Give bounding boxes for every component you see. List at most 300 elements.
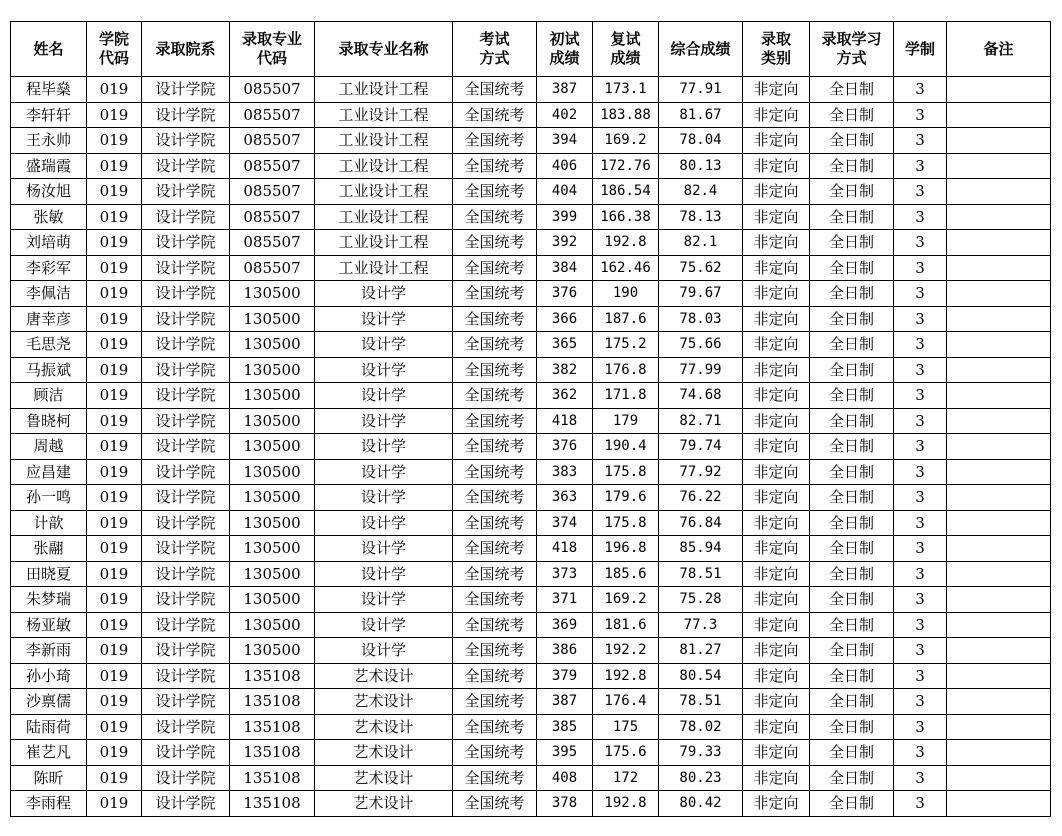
cell-total-score: 77.3	[659, 612, 743, 638]
cell-admission-category: 非定向	[743, 255, 810, 281]
cell-study-mode: 全日制	[810, 128, 894, 154]
cell-major-code: 085507	[230, 153, 315, 179]
col-header-major-name	[315, 22, 453, 77]
cell-name: 李轩轩	[11, 102, 87, 128]
cell-remarks	[947, 638, 1051, 664]
cell-study-mode: 全日制	[810, 714, 894, 740]
cell-total-score: 81.67	[659, 102, 743, 128]
cell-retest-score: 175.8	[593, 459, 659, 485]
cell-duration: 3	[894, 714, 947, 740]
cell-name: 田晓夏	[11, 561, 87, 587]
cell-study-mode: 全日制	[810, 204, 894, 230]
cell-major-code: 130500	[230, 485, 315, 511]
cell-retest-score: 187.6	[593, 306, 659, 332]
table-row	[11, 408, 1051, 434]
cell-name: 朱梦瑞	[11, 587, 87, 613]
cell-major-code: 130500	[230, 408, 315, 434]
cell-retest-score: 181.6	[593, 612, 659, 638]
cell-major-code: 085507	[230, 128, 315, 154]
cell-college-code: 019	[87, 485, 142, 511]
cell-total-score: 78.51	[659, 561, 743, 587]
cell-study-mode: 全日制	[810, 612, 894, 638]
cell-name: 王永帅	[11, 128, 87, 154]
cell-duration: 3	[894, 128, 947, 154]
table-row	[11, 204, 1051, 230]
cell-major-name: 设计学	[315, 638, 453, 664]
cell-duration: 3	[894, 383, 947, 409]
cell-initial-score: 404	[537, 179, 593, 205]
cell-major-name: 设计学	[315, 536, 453, 562]
cell-initial-score: 384	[537, 255, 593, 281]
cell-study-mode: 全日制	[810, 485, 894, 511]
cell-department: 设计学院	[142, 714, 230, 740]
cell-retest-score: 192.8	[593, 230, 659, 256]
cell-admission-category: 非定向	[743, 332, 810, 358]
cell-major-name: 设计学	[315, 408, 453, 434]
cell-major-name: 设计学	[315, 332, 453, 358]
cell-department: 设计学院	[142, 459, 230, 485]
cell-study-mode: 全日制	[810, 791, 894, 817]
cell-major-name: 工业设计工程	[315, 77, 453, 103]
cell-duration: 3	[894, 765, 947, 791]
cell-major-code: 135108	[230, 689, 315, 715]
cell-remarks	[947, 357, 1051, 383]
cell-admission-category: 非定向	[743, 281, 810, 307]
cell-department: 设计学院	[142, 791, 230, 817]
cell-exam-type: 全国统考	[453, 179, 537, 205]
cell-total-score: 77.99	[659, 357, 743, 383]
table-row	[11, 485, 1051, 511]
cell-major-name: 设计学	[315, 587, 453, 613]
cell-total-score: 78.51	[659, 689, 743, 715]
cell-retest-score: 171.8	[593, 383, 659, 409]
cell-retest-score: 192.8	[593, 663, 659, 689]
cell-initial-score: 383	[537, 459, 593, 485]
cell-college-code: 019	[87, 587, 142, 613]
table-row	[11, 791, 1051, 817]
cell-admission-category: 非定向	[743, 306, 810, 332]
cell-major-name: 工业设计工程	[315, 102, 453, 128]
table-row	[11, 128, 1051, 154]
cell-remarks	[947, 281, 1051, 307]
cell-admission-category: 非定向	[743, 536, 810, 562]
cell-name: 程毕燊	[11, 77, 87, 103]
table-row	[11, 383, 1051, 409]
cell-study-mode: 全日制	[810, 536, 894, 562]
cell-name: 李雨程	[11, 791, 87, 817]
header-label: 代码	[256, 49, 287, 67]
table-row	[11, 255, 1051, 281]
cell-department: 设计学院	[142, 255, 230, 281]
cell-retest-score: 196.8	[593, 536, 659, 562]
header-label: 方式	[836, 49, 867, 67]
cell-initial-score: 402	[537, 102, 593, 128]
cell-duration: 3	[894, 791, 947, 817]
cell-study-mode: 全日制	[810, 408, 894, 434]
cell-name: 刘培萌	[11, 230, 87, 256]
cell-retest-score: 173.1	[593, 77, 659, 103]
cell-retest-score: 192.8	[593, 791, 659, 817]
cell-study-mode: 全日制	[810, 587, 894, 613]
cell-admission-category: 非定向	[743, 740, 810, 766]
cell-exam-type: 全国统考	[453, 536, 537, 562]
cell-major-code: 130500	[230, 434, 315, 460]
cell-study-mode: 全日制	[810, 255, 894, 281]
cell-study-mode: 全日制	[810, 153, 894, 179]
table-row	[11, 689, 1051, 715]
cell-name: 应昌建	[11, 459, 87, 485]
cell-initial-score: 376	[537, 434, 593, 460]
cell-duration: 3	[894, 587, 947, 613]
cell-department: 设计学院	[142, 765, 230, 791]
cell-total-score: 79.67	[659, 281, 743, 307]
cell-retest-score: 190	[593, 281, 659, 307]
cell-department: 设计学院	[142, 612, 230, 638]
header-label: 成绩	[549, 49, 580, 67]
cell-remarks	[947, 230, 1051, 256]
cell-department: 设计学院	[142, 561, 230, 587]
cell-college-code: 019	[87, 638, 142, 664]
cell-total-score: 82.1	[659, 230, 743, 256]
cell-admission-category: 非定向	[743, 408, 810, 434]
cell-major-code: 135108	[230, 791, 315, 817]
cell-total-score: 77.91	[659, 77, 743, 103]
header-label: 考试	[479, 30, 510, 48]
cell-remarks	[947, 179, 1051, 205]
header-label: 类别	[760, 49, 791, 67]
table-row	[11, 179, 1051, 205]
table-row	[11, 459, 1051, 485]
cell-major-code: 130500	[230, 459, 315, 485]
header-label: 学制	[904, 39, 935, 58]
cell-major-code: 130500	[230, 612, 315, 638]
col-header-exam-type	[453, 22, 537, 77]
cell-retest-score: 169.2	[593, 587, 659, 613]
cell-duration: 3	[894, 561, 947, 587]
cell-admission-category: 非定向	[743, 459, 810, 485]
cell-name: 李新雨	[11, 638, 87, 664]
cell-total-score: 78.13	[659, 204, 743, 230]
cell-duration: 3	[894, 434, 947, 460]
cell-remarks	[947, 612, 1051, 638]
cell-major-code: 130500	[230, 281, 315, 307]
cell-duration: 3	[894, 230, 947, 256]
cell-department: 设计学院	[142, 536, 230, 562]
cell-major-name: 工业设计工程	[315, 179, 453, 205]
cell-college-code: 019	[87, 230, 142, 256]
cell-department: 设计学院	[142, 77, 230, 103]
cell-admission-category: 非定向	[743, 587, 810, 613]
cell-admission-category: 非定向	[743, 434, 810, 460]
cell-study-mode: 全日制	[810, 459, 894, 485]
cell-exam-type: 全国统考	[453, 408, 537, 434]
cell-name: 崔艺凡	[11, 740, 87, 766]
cell-department: 设计学院	[142, 510, 230, 536]
cell-remarks	[947, 77, 1051, 103]
cell-retest-score: 175.6	[593, 740, 659, 766]
col-header-department	[142, 22, 230, 77]
cell-admission-category: 非定向	[743, 485, 810, 511]
cell-major-code: 130500	[230, 510, 315, 536]
cell-college-code: 019	[87, 765, 142, 791]
cell-duration: 3	[894, 255, 947, 281]
cell-study-mode: 全日制	[810, 561, 894, 587]
cell-duration: 3	[894, 663, 947, 689]
cell-exam-type: 全国统考	[453, 638, 537, 664]
header-label: 综合成绩	[670, 39, 731, 58]
cell-college-code: 019	[87, 714, 142, 740]
cell-exam-type: 全国统考	[453, 306, 537, 332]
cell-exam-type: 全国统考	[453, 434, 537, 460]
cell-study-mode: 全日制	[810, 434, 894, 460]
cell-department: 设计学院	[142, 485, 230, 511]
table-row	[11, 765, 1051, 791]
cell-exam-type: 全国统考	[453, 587, 537, 613]
cell-study-mode: 全日制	[810, 383, 894, 409]
cell-exam-type: 全国统考	[453, 357, 537, 383]
cell-name: 马振斌	[11, 357, 87, 383]
cell-department: 设计学院	[142, 383, 230, 409]
cell-remarks	[947, 791, 1051, 817]
cell-remarks	[947, 204, 1051, 230]
col-header-name	[11, 22, 87, 77]
col-header-remarks	[947, 22, 1051, 77]
cell-admission-category: 非定向	[743, 510, 810, 536]
cell-duration: 3	[894, 102, 947, 128]
cell-major-name: 艺术设计	[315, 765, 453, 791]
cell-major-name: 设计学	[315, 357, 453, 383]
table-row	[11, 714, 1051, 740]
col-header-major-code	[230, 22, 315, 77]
cell-admission-category: 非定向	[743, 179, 810, 205]
table-row	[11, 587, 1051, 613]
cell-retest-score: 176.8	[593, 357, 659, 383]
cell-study-mode: 全日制	[810, 332, 894, 358]
cell-admission-category: 非定向	[743, 102, 810, 128]
cell-total-score: 75.28	[659, 587, 743, 613]
cell-exam-type: 全国统考	[453, 510, 537, 536]
cell-initial-score: 362	[537, 383, 593, 409]
table-row	[11, 663, 1051, 689]
cell-remarks	[947, 587, 1051, 613]
cell-major-name: 设计学	[315, 510, 453, 536]
cell-exam-type: 全国统考	[453, 383, 537, 409]
cell-exam-type: 全国统考	[453, 561, 537, 587]
cell-name: 张翮	[11, 536, 87, 562]
cell-name: 李佩洁	[11, 281, 87, 307]
cell-name: 唐幸彦	[11, 306, 87, 332]
cell-college-code: 019	[87, 740, 142, 766]
cell-exam-type: 全国统考	[453, 765, 537, 791]
cell-department: 设计学院	[142, 434, 230, 460]
cell-remarks	[947, 255, 1051, 281]
cell-college-code: 019	[87, 179, 142, 205]
cell-exam-type: 全国统考	[453, 153, 537, 179]
cell-retest-score: 190.4	[593, 434, 659, 460]
cell-exam-type: 全国统考	[453, 230, 537, 256]
cell-initial-score: 378	[537, 791, 593, 817]
cell-total-score: 78.03	[659, 306, 743, 332]
cell-major-code: 130500	[230, 383, 315, 409]
cell-total-score: 78.04	[659, 128, 743, 154]
cell-total-score: 81.27	[659, 638, 743, 664]
cell-initial-score: 418	[537, 408, 593, 434]
cell-exam-type: 全国统考	[453, 714, 537, 740]
cell-duration: 3	[894, 638, 947, 664]
cell-department: 设计学院	[142, 587, 230, 613]
cell-remarks	[947, 459, 1051, 485]
table-row	[11, 357, 1051, 383]
cell-initial-score: 395	[537, 740, 593, 766]
cell-college-code: 019	[87, 689, 142, 715]
cell-remarks	[947, 485, 1051, 511]
cell-admission-category: 非定向	[743, 714, 810, 740]
cell-initial-score: 376	[537, 281, 593, 307]
cell-college-code: 019	[87, 153, 142, 179]
cell-retest-score: 186.54	[593, 179, 659, 205]
cell-remarks	[947, 383, 1051, 409]
cell-admission-category: 非定向	[743, 383, 810, 409]
cell-college-code: 019	[87, 128, 142, 154]
cell-admission-category: 非定向	[743, 765, 810, 791]
cell-major-code: 130500	[230, 536, 315, 562]
table-row	[11, 536, 1051, 562]
cell-retest-score: 179.6	[593, 485, 659, 511]
cell-major-code: 130500	[230, 306, 315, 332]
cell-exam-type: 全国统考	[453, 663, 537, 689]
cell-major-name: 艺术设计	[315, 663, 453, 689]
cell-retest-score: 175.2	[593, 332, 659, 358]
cell-department: 设计学院	[142, 128, 230, 154]
cell-major-code: 130500	[230, 332, 315, 358]
cell-name: 杨汝旭	[11, 179, 87, 205]
cell-admission-category: 非定向	[743, 128, 810, 154]
cell-initial-score: 386	[537, 638, 593, 664]
cell-major-name: 设计学	[315, 383, 453, 409]
cell-study-mode: 全日制	[810, 230, 894, 256]
cell-initial-score: 374	[537, 510, 593, 536]
table-body	[11, 77, 1051, 817]
cell-remarks	[947, 510, 1051, 536]
cell-name: 计歆	[11, 510, 87, 536]
header-label: 代码	[98, 49, 129, 67]
cell-department: 设计学院	[142, 663, 230, 689]
cell-remarks	[947, 740, 1051, 766]
col-header-duration	[894, 22, 947, 77]
cell-duration: 3	[894, 357, 947, 383]
cell-college-code: 019	[87, 255, 142, 281]
cell-department: 设计学院	[142, 102, 230, 128]
table-row	[11, 510, 1051, 536]
cell-initial-score: 369	[537, 612, 593, 638]
table-row	[11, 740, 1051, 766]
cell-duration: 3	[894, 612, 947, 638]
cell-study-mode: 全日制	[810, 357, 894, 383]
cell-major-code: 130500	[230, 638, 315, 664]
cell-duration: 3	[894, 332, 947, 358]
cell-major-name: 艺术设计	[315, 791, 453, 817]
cell-total-score: 75.66	[659, 332, 743, 358]
header-label: 录取学习	[821, 30, 882, 48]
cell-major-code: 085507	[230, 77, 315, 103]
cell-total-score: 80.54	[659, 663, 743, 689]
cell-department: 设计学院	[142, 153, 230, 179]
table-row	[11, 306, 1051, 332]
cell-major-code: 135108	[230, 714, 315, 740]
table-row	[11, 230, 1051, 256]
cell-major-name: 设计学	[315, 434, 453, 460]
cell-major-name: 设计学	[315, 612, 453, 638]
cell-study-mode: 全日制	[810, 102, 894, 128]
cell-study-mode: 全日制	[810, 510, 894, 536]
table-row	[11, 281, 1051, 307]
cell-total-score: 82.4	[659, 179, 743, 205]
cell-name: 张敏	[11, 204, 87, 230]
cell-exam-type: 全国统考	[453, 791, 537, 817]
cell-major-code: 085507	[230, 102, 315, 128]
cell-retest-score: 172.76	[593, 153, 659, 179]
cell-total-score: 82.71	[659, 408, 743, 434]
cell-major-code: 130500	[230, 561, 315, 587]
cell-duration: 3	[894, 689, 947, 715]
cell-major-name: 设计学	[315, 281, 453, 307]
cell-admission-category: 非定向	[743, 77, 810, 103]
table-row	[11, 612, 1051, 638]
cell-name: 沙禀儒	[11, 689, 87, 715]
cell-major-name: 工业设计工程	[315, 255, 453, 281]
header-label: 学院	[98, 30, 129, 48]
cell-exam-type: 全国统考	[453, 332, 537, 358]
cell-department: 设计学院	[142, 689, 230, 715]
cell-department: 设计学院	[142, 306, 230, 332]
cell-exam-type: 全国统考	[453, 281, 537, 307]
cell-initial-score: 406	[537, 153, 593, 179]
header-label: 录取	[760, 30, 791, 48]
cell-department: 设计学院	[142, 179, 230, 205]
header-label: 录取专业名称	[338, 39, 429, 58]
cell-retest-score: 183.88	[593, 102, 659, 128]
cell-remarks	[947, 434, 1051, 460]
header-label: 姓名	[33, 39, 64, 58]
cell-major-name: 设计学	[315, 306, 453, 332]
cell-retest-score: 175	[593, 714, 659, 740]
cell-remarks	[947, 536, 1051, 562]
cell-exam-type: 全国统考	[453, 102, 537, 128]
cell-admission-category: 非定向	[743, 638, 810, 664]
cell-admission-category: 非定向	[743, 230, 810, 256]
cell-initial-score: 363	[537, 485, 593, 511]
cell-duration: 3	[894, 459, 947, 485]
cell-initial-score: 387	[537, 77, 593, 103]
cell-college-code: 019	[87, 612, 142, 638]
cell-retest-score: 175.8	[593, 510, 659, 536]
cell-exam-type: 全国统考	[453, 485, 537, 511]
cell-major-name: 艺术设计	[315, 714, 453, 740]
cell-total-score: 78.02	[659, 714, 743, 740]
cell-admission-category: 非定向	[743, 612, 810, 638]
cell-name: 周越	[11, 434, 87, 460]
cell-duration: 3	[894, 536, 947, 562]
cell-remarks	[947, 306, 1051, 332]
cell-exam-type: 全国统考	[453, 612, 537, 638]
cell-initial-score: 418	[537, 536, 593, 562]
cell-name: 鲁晓柯	[11, 408, 87, 434]
cell-exam-type: 全国统考	[453, 255, 537, 281]
cell-study-mode: 全日制	[810, 77, 894, 103]
cell-exam-type: 全国统考	[453, 128, 537, 154]
cell-major-name: 工业设计工程	[315, 230, 453, 256]
cell-college-code: 019	[87, 357, 142, 383]
